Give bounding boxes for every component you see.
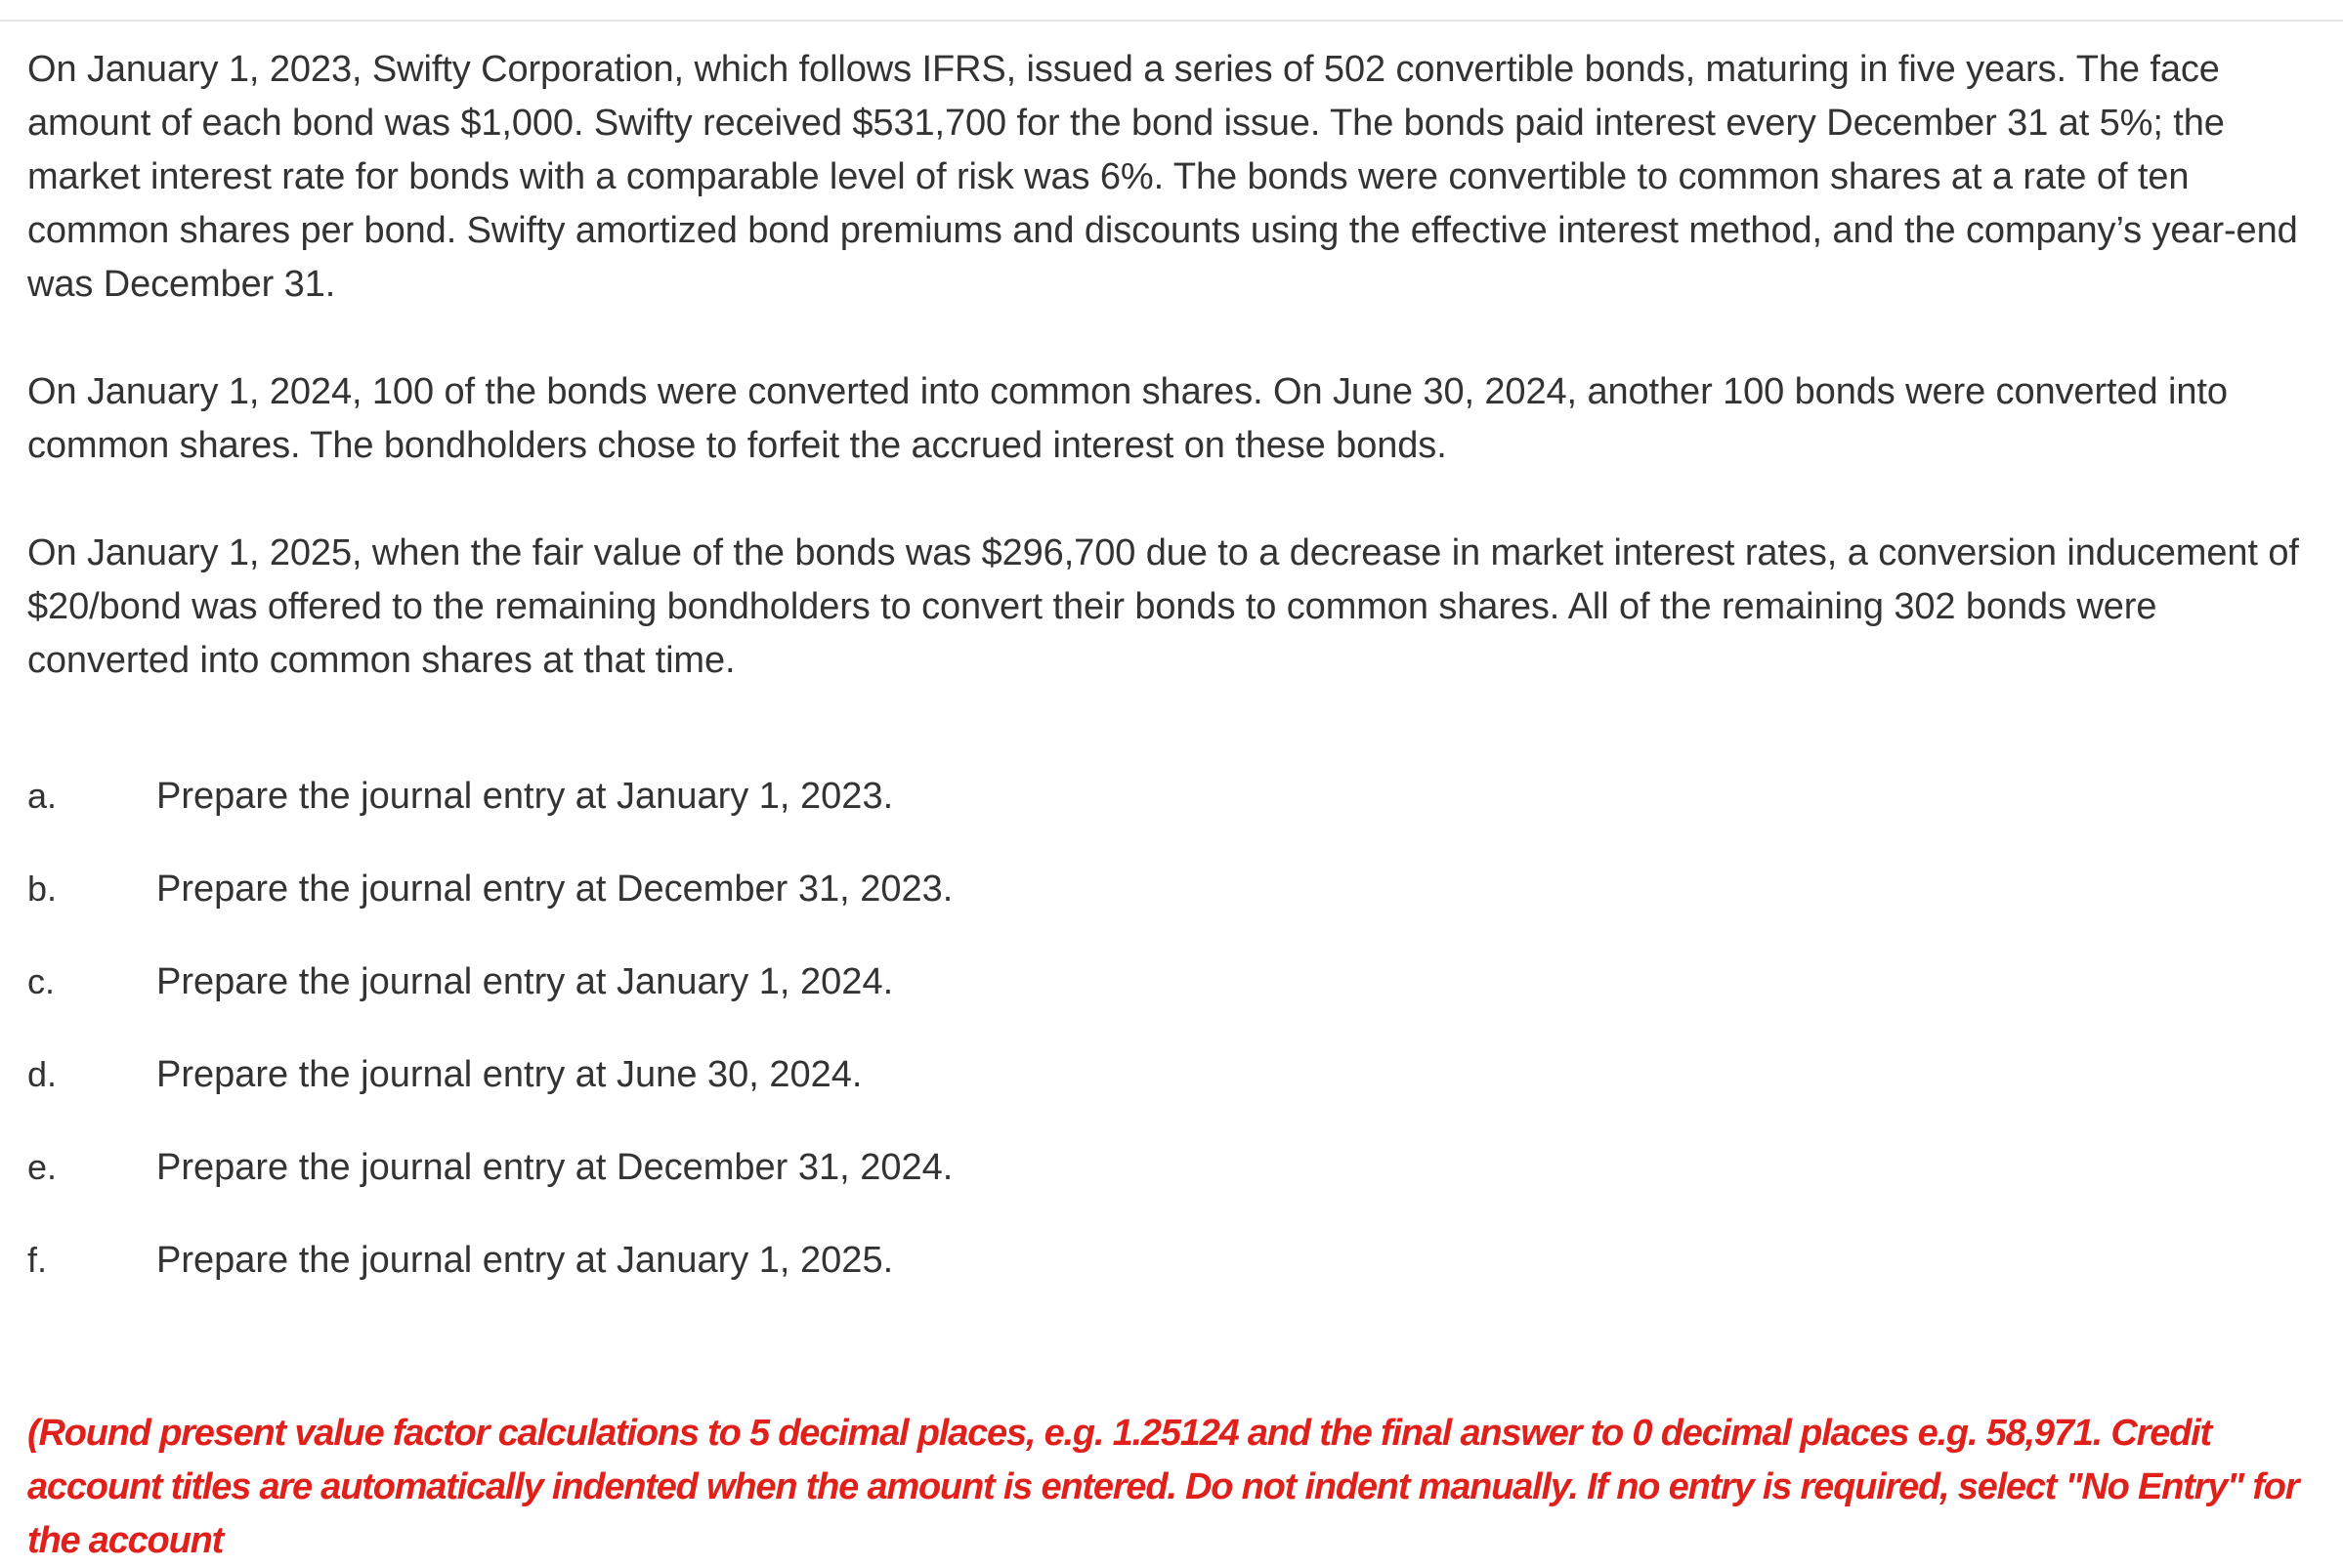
requirement-text: Prepare the journal entry at December 31, 2024. [156,1147,954,1188]
rounding-instruction: (Round present value factor calculations to 5 decimal places, e.g. 1.25124 and the final answer to 0 decimal places e.g. 58,971. Credit account titles are automatically indented when the amount is entered. Do not indent manually. If no entry is required, select "No Entry" for the account [27,1413,2299,1561]
problem-paragraph-2: On January 1, 2024, 100 of the bonds were converted into common shares. On June 30, 2024, another 100 bonds were converted into common shares. The bondholders chose to forfeit the accrued interest on these bonds. [27,371,2228,466]
problem-paragraph-3: On January 1, 2025, when the fair value of the bonds was $296,700 due to a decrease in market interest rates, a conversion inducement of $20/bond was offered to the remaining bondholders to convert their bonds to common shares. All of the remaining 302 bonds were converted into common shares at that time. [27,532,2299,681]
requirement-text: Prepare the journal entry at January 1, 2023. [156,776,894,817]
requirement-letter: f. [27,1240,48,1280]
requirement-letter: b. [27,869,58,909]
top-divider [0,20,2343,21]
requirements-list [27,769,2314,1326]
requirement-text: Prepare the journal entry at January 1, 2025. [156,1240,894,1281]
problem-statement [27,43,2314,1326]
problem-paragraph-1: On January 1, 2023, Swifty Corporation, which follows IFRS, issued a series of 502 convertible bonds, maturing in five years. The face amount of each bond was $1,000. Swifty received $531,700 for the bond issue. The bonds paid interest every December 31 at 5%; the market interest rate for bonds with a comparable level of risk was 6%. The bonds were convertible to common shares at a rate of ten common shares per bond. Swifty amortized bond premiums and discounts using the effective interest method, and the company’s year-end was December 31. [27,49,2298,305]
requirement-item [27,1140,2314,1233]
requirement-text: Prepare the journal entry at January 1, 2024. [156,961,894,1002]
requirement-item [27,862,2314,954]
requirement-letter: e. [27,1147,58,1187]
requirement-letter: d. [27,1054,58,1094]
requirement-item [27,1047,2314,1140]
requirement-item [27,769,2314,862]
requirement-item [27,1233,2314,1326]
requirement-letter: a. [27,776,58,816]
requirement-letter: c. [27,961,56,1001]
requirement-item [27,954,2314,1047]
requirement-text: Prepare the journal entry at December 31, 2023. [156,869,954,910]
requirement-text: Prepare the journal entry at June 30, 2024. [156,1054,863,1095]
